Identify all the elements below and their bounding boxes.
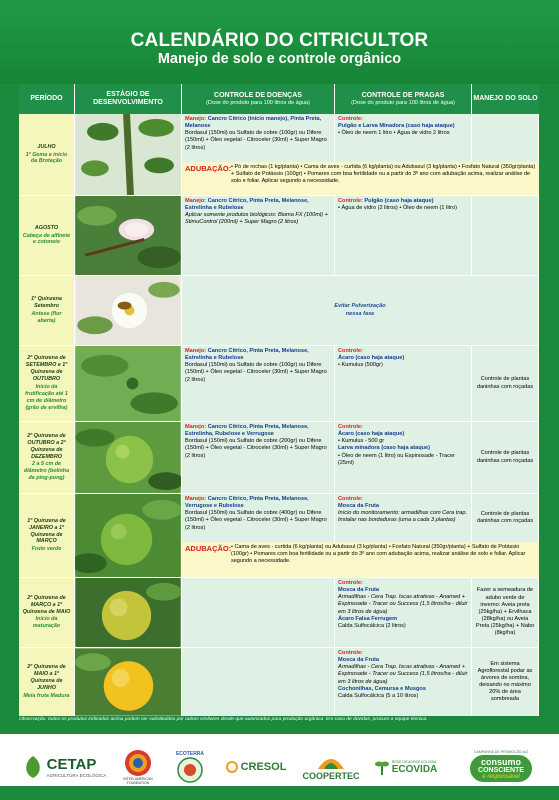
- table-row: [19, 346, 539, 422]
- soil-management-cell: Controle de plantas daninhas com roçadas: [472, 494, 539, 542]
- fertilization-note: ADUBAÇÃO: • Cama de aves - curtida (6 kg/planta) ou Adubasul (3 kg/planta) • Fosfato Natural (350gr/planta) + Sulfato de Potássio (100gr) • Pomares com boa fertilidade ou a partir do 3º ano com adubação acima, realizar análise de solo e foliar. Aplicar segundo a necessidade.: [182, 542, 539, 578]
- no-spray-notice: Evitar Pulverização nessa fase: [182, 276, 539, 345]
- disease-control-cell: Manejo: Cancro Cítrico (início manejo), Pinta Preta, Melanose Bordasul (150ml) ou Sulfato de cobre (100gr) ou Difere (150ml) + Óleo vegetal - Citroceler (30ml) + Super Magro (2 litros): [182, 114, 335, 162]
- soil-management-cell: Fazer a semeadura de adubo verde de inverno: Aveia preta (25kg/ha) + Ervilhaca (28kg/ha) ou Aveia Preta (25kg/ha) + Nabo (8kg/ha): [472, 578, 539, 647]
- stage-photo-green-fruit: [75, 422, 182, 493]
- col-header-doencas: CONTROLE DE DOENÇAS (Dose do produto para 100 litros de água): [182, 84, 335, 114]
- soil-management-cell: Em sistema Agroflorestal podar as árvores de sombra, deixando no máximo 20% de área sombreada: [472, 648, 539, 716]
- pest-control-cell: Controle: Mosca da Fruta Armadilhas - Cera Trap. Iscas atrativas - Anamed + Espinosade - Tracer ou Success (1,5 litros/ha - diluir em 3 litros de água) Ácaro Falsa Ferrugem Calda Sulfocálcica (2 litros): [335, 578, 472, 647]
- disease-control-cell: Manejo: Cancro Cítrico, Pinta Preta, Melanose, Estrelinha e Rubelose Bordasul (150ml) ou Sulfato de cobre (100gr) ou Difere (150ml) + Óleo vegetal - Citroceler (30ml) + Super Magro (2 litros): [182, 346, 335, 421]
- pest-control-cell: Controle: Mosca da Fruta Início do monitoramento: armadilhas com Cera trap. Instalar nas bordaduras (uma a cada 3 plantas): [335, 494, 472, 542]
- calendar-table: [19, 84, 539, 716]
- sprout-icon: [375, 759, 389, 775]
- stage-photo-branch: [75, 114, 182, 195]
- header: [0, 0, 559, 84]
- soil-management-cell: [472, 196, 539, 275]
- footer-bar: [0, 786, 559, 800]
- table-row: [19, 578, 539, 648]
- soil-management-cell: Controle de plantas daninhas com roçadas: [472, 346, 539, 421]
- periodo-cell: 1ª Quinzena Setembro Antese (flor aberta): [19, 276, 75, 345]
- ecovida-logo: REDE DE AGROECOLOGIA ECOVIDA: [370, 742, 442, 792]
- periodo-cell: AGOSTO Cabeça de alfinete e cotonete: [19, 196, 75, 275]
- stage-photo-ripening-fruit: [75, 578, 182, 647]
- stage-photo-ripe-fruit: [75, 648, 182, 716]
- pest-control-cell: Controle: Ácaro (caso haja ataque) • Kumulus - 500 gr Larva minadora (caso haja ataque) • Óleo de neem (1 litro) ou Espinosade - Tracer (25ml): [335, 422, 472, 493]
- coopertec-logo: COOPERTEC: [298, 742, 364, 792]
- pest-control-cell: Controle: Pulgão e Larva Minadora (caso haja ataque) • Óleo de neem 1 litro • Água de vidro 2 litros: [335, 114, 472, 162]
- disease-control-cell: Manejo: Cancro Cítrico, Pinta Preta, Melanose, Estrelinha e Rubelose Aplicar somente produtos biológicos: Bioma FX (100ml) + StimuControl (200ml) + Super Magro (2 litros): [182, 196, 335, 275]
- periodo-cell: 2ª Quinzena de MARÇO a 1ª Quinzena de MAIO Início da maturação: [19, 578, 75, 647]
- periodo-cell: 2ª Quinzena de OUTUBRO a 2ª Quinzena de DEZEMBRO 2 a 5 cm de diâmetro (bolinha de ping-pong): [19, 422, 75, 493]
- soil-management-cell: [472, 114, 539, 162]
- table-row: [19, 648, 539, 716]
- disease-control-cell: [182, 648, 335, 716]
- table-row: [19, 276, 539, 346]
- pest-control-cell: Controle: Pulgão (caso haja ataque) • Água de vidro (2 litros) • Óleo de neem (1 litro): [335, 196, 472, 275]
- stage-photo-bud: [75, 196, 182, 275]
- table-row: [19, 196, 539, 276]
- col-header-manejo: MANEJO DO SOLO: [472, 84, 539, 114]
- page-title: CALENDÁRIO DO CITRICULTOR: [130, 30, 429, 51]
- disease-control-cell: [182, 578, 335, 647]
- periodo-cell: 2ª Quinzena de SETEMBRO e 1ª Quinzena de OUTUBRO Início da frutificação até 1 cm de diâmetro (grão de ervilha): [19, 346, 75, 421]
- globe-icon: [124, 749, 152, 777]
- periodo-cell: JULHO 1ª Gema e início da Brotação: [19, 114, 75, 195]
- col-header-pragas: CONTROLE DE PRAGAS (Dose do produto para 100 litros de água): [335, 84, 472, 114]
- soil-management-cell: Controle de plantas daninhas com roçadas: [472, 422, 539, 493]
- coopertec-icon: [316, 753, 346, 771]
- pest-control-cell: Controle: Ácaro (caso haja ataque) • Kumulus (500gr): [335, 346, 472, 421]
- col-header-estagio: ESTÁGIO DE DESENVOLVIMENTO: [75, 84, 182, 114]
- stage-photo-flower-bee: [75, 276, 182, 345]
- cetap-logo: CETAP AGRICULTURA ECOLÓGICA: [18, 742, 110, 792]
- table-row: [19, 422, 539, 494]
- observation-note: Observação: todos os produtos indicados acima podem ser substituídos por outros similares desde que autorizados para produção orgânica. Em caso de dúvidas, procure a equipe técnica.: [19, 717, 428, 722]
- leaf-icon: [22, 754, 44, 780]
- page-subtitle: Manejo de solo e controle orgânico: [157, 51, 402, 67]
- stage-photo-unripe-fruit: [75, 494, 182, 577]
- iaf-logo: INTER-AMERICAN FOUNDATION: [116, 742, 160, 792]
- fertilization-note: ADUBAÇÃO: • Pó de rochas (1 kg/planta) • Cama de aves - curtida (6 kg/planta) ou Adubasul (3 kg/planta) • Fosfato Natural (350gr/planta) + Sulfato de Potássio (100gr) • Pomares com boa fertilidade ou a partir do 3º ano com adubação acima, realizar análise de solo e foliar. Aplicar segundo a necessidade.: [182, 162, 539, 196]
- disease-control-cell: Manejo: Cancro Cítrico, Pinta Preta, Melanose, Verrugose e Rubelose Bordasul (150ml) ou Sulfato de cobre (400gr) ou Difere (150ml) + Óleo vegetal - Citroceler (30ml) + Super Magro (2 litros): [182, 494, 335, 542]
- disease-control-cell: Manejo: Cancro Cítrico, Pinta Preta, Melanose, Estrelinha, Rubelose e Verrugose Bordasul (150ml) ou Sulfato de cobre (200gr) ou Difere (150ml) + Óleo vegetal - Citroceler (30ml) + Super Magro (2 litros): [182, 422, 335, 493]
- cresol-icon: [226, 761, 238, 773]
- cresol-logo: CRESOL: [220, 742, 292, 792]
- pest-control-cell: Controle: Mosca da Fruta Armadilhas - Cera Trap. Iscas atrativas - Anamed + Espinosade - Tracer ou Success (1,5 litros/ha - diluir em 3 litros de água) Cochonilhas, Cemursa e Musgos Calda Sulfocálcica (5 a 10 litros): [335, 648, 472, 716]
- col-header-periodo: PERÍODO: [19, 84, 75, 114]
- ecoterra-logo: ECOTERRA: [168, 742, 212, 792]
- periodo-cell: 1ª Quinzena de JANEIRO a 1ª Quinzena de MARÇO Fruto verde: [19, 494, 75, 577]
- periodo-cell: 2ª Quinzena de MAIO a 1ª Quinzena de JUNHO Meia fruta Madura: [19, 648, 75, 716]
- consumo-consciente-logo: CAMPANHA DE PROMOÇÃO AO consumo CONSCIENTE e responsável: [462, 736, 540, 796]
- earth-icon: [177, 757, 203, 783]
- stage-photo-small-fruit: [75, 346, 182, 421]
